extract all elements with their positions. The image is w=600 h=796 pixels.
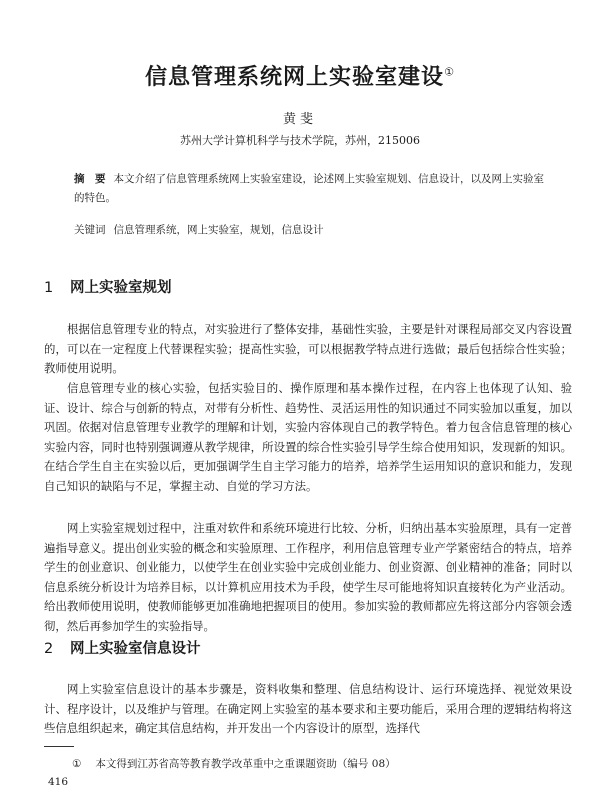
section-number: 1 — [44, 280, 54, 296]
section-title: 网上实验室信息设计 — [70, 641, 201, 657]
page-number: 416 — [48, 776, 69, 788]
footnote — [72, 756, 396, 771]
title-text: 信息管理系统网上实验室建设 — [145, 65, 445, 90]
footnote-text: 本文得到江苏省高等教育教学改革重中之重课题资助（编号 08） — [95, 758, 396, 770]
section-number: 2 — [44, 641, 54, 657]
body-paragraph: 网上实验室规划过程中，注重对软件和系统环境进行比较、分析，归纳出基本实验原理，具有一定普遍指导意义。提出创业实验的概念和实验原理、工作程序，利用信息管理专业产学紧密结合的特点，培养学生的创业意识、创业能力，以使学生在创业实验中完成创业能力、创业资源、创业精神的准备；同时以信息系统分析设计为培养目标，以计算机应用技术为手段，使学生尽可能地将知识直接转化为产业活动。给出教师使用说明，使教师能够更加准确地把握项目的使用。参加实验的教师都应先将这部分内容领会透彻，然后再参加学生的实验指导。 — [44, 521, 572, 633]
author-name: 黄斐 — [282, 112, 317, 127]
abstract-label: 摘 要 — [74, 173, 106, 185]
body-paragraph: 根据信息管理专业的特点，对实验进行了整体安排，基础性实验，主要是针对课程局部交叉内容设置的，可以在一定程度上代替课程实验；提高性实验，可以根据教学特点进行选做；最后包括综合性实验；教师使用说明。 — [44, 322, 572, 376]
footnote-divider — [44, 746, 74, 747]
title-footnote-marker: ① — [444, 65, 455, 79]
footnote-marker: ① — [72, 758, 82, 770]
paper-title — [0, 60, 600, 91]
abstract-text: 本文介绍了信息管理系统网上实验室建设，论述网上实验室规划、信息设计，以及网上实验室的特色。 — [74, 173, 544, 204]
keywords-text: 信息管理系统，网上实验室，规划，信息设计 — [113, 224, 324, 236]
body-paragraph: 网上实验室信息设计的基本步骤是，资料收集和整理、信息结构设计、运行环境选择、视觉效果设计、程序设计，以及维护与管理。在确定网上实验室的基本要求和主要功能后，采用合理的逻辑结构将这些信息组织起来，确定其信息结构，并开发出一个内容设计的原型，选择代 — [44, 682, 572, 736]
body-paragraph: 信息管理专业的核心实验，包括实验目的、操作原理和基本操作过程，在内容上也体现了认知、验证、设计、综合与创新的特点，对带有分析性、趋势性、灵活运用性的知识通过不同实验加以重复，加以巩固。依据对信息管理专业教学的理解和计划，实验内容体现自己的教学特色。着力包含信息管理的核心实验内容，同时也特别强调遵从教学规律，所设置的综合性实验引导学生综合使用知识，发现新的知识。在结合学生自主在实验以后，更加强调学生自主学习能力的培养，培养学生运用知识的意识和能力，发现自己知识的缺陷与不足，掌握主动、自觉的学习方法。 — [44, 381, 572, 493]
keywords — [74, 221, 554, 239]
section-title: 网上实验室规划 — [70, 280, 172, 296]
section-heading-1 — [44, 276, 172, 297]
section-heading-2 — [44, 637, 201, 658]
author-affiliation: 苏州大学计算机科学与技术学院，苏州，215006 — [180, 134, 420, 147]
keywords-label: 关键词 — [74, 224, 106, 236]
abstract — [74, 170, 554, 208]
